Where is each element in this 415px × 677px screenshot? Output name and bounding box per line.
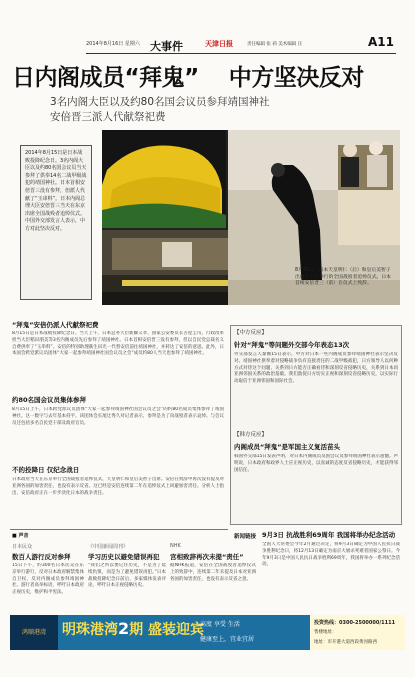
article-5-body: 韩国外交部15日发表声明，对日本内阁成员及国会议员参拜靖国神社表示遗憾。声明说，日本政府和政界人士应正视历史，以真诚的态度反省侵略历史，才能获得邻国信任。 [234, 454, 398, 473]
main-headline [12, 59, 364, 92]
headline-right: 中方坚决反对 [228, 65, 364, 91]
masthead-rule [86, 53, 396, 54]
headline-left: 日内阁成员“拜鬼” [12, 65, 199, 91]
subheadline-2: 安倍晋三派人代献祭祀费 [50, 111, 166, 123]
news-link-tag: 新闻链接 [234, 534, 257, 540]
ad-headline-1: 明珠港湾 [62, 622, 118, 638]
real-estate-ad[interactable] [10, 615, 405, 650]
section-title: 大事件 [150, 40, 183, 53]
korea-reaction-tag: 【韩方反应】 [234, 432, 268, 438]
ad-headline-3: 期 盛装迎宾 [129, 622, 205, 638]
photo-caption: 8月15日，日本天皇明仁（后）和皇后美智子出席在东京举行的全国战殁者追悼仪式。日本首相安倍晋三（前）在仪式上致辞。 [295, 268, 391, 286]
ad-contact-panel [310, 615, 405, 650]
voice-1-head: 数百人游行反对参拜 [12, 553, 71, 561]
section-heading-3: 不的投降日 仅纪念战日 [12, 466, 80, 474]
page-number: A11 [368, 35, 394, 49]
china-reaction-tag: 【中方反应】 [234, 330, 268, 336]
section-heading-6: 9月3日 抗战胜利69周年 我国将举办纪念活动 [262, 531, 396, 539]
article-4-body: 外交部发言人秦刚15日表示，中方对日本一些内阁成员参拜靖国神社表示坚决反对。靖国神社供奉着对侵略战争负有直接责任的二战甲级战犯，日方领导人以何种方式对待这个问题，关系到日方能否正确看待和深刻反省侵略历史，关系到日本同亚洲邻国关系的政治基础。我们敦促日方切实正视和深刻反省侵略历史，以实际行动取信于亚洲邻国和国际社会。 [234, 352, 398, 385]
masthead-editors: 责任编辑 张 莉 美术编辑 汪 [247, 42, 303, 47]
ad-brand: 鸿顺港湾 [10, 615, 58, 650]
voice-2-source: 《中国新闻周刊》 [88, 544, 129, 550]
voice-2-head: 学习历史以避免错误再犯 [88, 553, 160, 561]
section-heading-1: “拜鬼”安倍仍派人代献祭祀费 [12, 321, 99, 329]
voice-3-body: 据NHK报道，安倍在全国战殁者追悼仪式上的致辞中，连续第二年未提及日本对亚洲各国的加害责任，也没有表示反省之意。 [170, 563, 256, 582]
divider [10, 529, 228, 530]
article-6-body: 全国人大常委会今年2月通过决定，将9月3日确定为中国人民抗日战争胜利纪念日，将12月13日确定为南京大屠杀死难者国家公祭日。今年9月3日是中国人民抗日战争胜利69周年，我国将举办一系列纪念活动。 [262, 542, 400, 568]
masthead-date: 2014年8月16日 星期六 [86, 41, 140, 47]
article-1-body: 8月15日是日本战败投降纪念日。当天上午，日本总务大臣新藤义孝、国家公安委员长古屋圭司、行政改革担当大臣稻田朋美等3名内阁成员先后参拜了靖国神社。日本首相安倍晋三没有参拜，但以自民党总裁名义自费供奉了“玉串料”。安倍的特别助理萩生田光一代替安倍前往靖国神社，并转达了安倍的意思。此外，日本国会跨党派议员团体“大家一起参拜靖国神社国会议员之会”成员约80人当天也参拜了靖国神社。 [12, 331, 224, 357]
section-heading-2: 约80名国会议员集体参拜 [12, 396, 87, 404]
subheadline-1: 3名内阁大臣以及约80名国会议员参拜靖国神社 [50, 96, 270, 108]
voices-tag: ■ 声音 [12, 533, 29, 539]
summary-box: 2014年8月15日是日本战败投降纪念日。3名内阁大臣以及约80名国会议员当天参拜了供奉14名二战甲级战犯的靖国神社。日本首相安倍晋三没有参拜，但派人代献了“玉串料”。日本内阁总理大臣安倍晋三当天在东京出席全国战殁者追悼仪式。中国外交部发言人表示，中方对此坚决反对。 [20, 145, 92, 300]
voice-1-body: 15日下午，约300名日本民众在东京举行游行，反对日本政府解禁集体自卫权，反对内阁成员参拜靖国神社。游行者高举标语，呼吁日本政府正视历史，维护和平宪法。 [12, 563, 84, 596]
ad-sales-address: 售楼地址： [314, 630, 337, 635]
ad-headline-2: 2 [118, 619, 130, 638]
chrysanthemum-altar-photo [102, 130, 226, 228]
article-3-body: 日本政府当天在东京举行全国战殁者追悼仪式，天皇明仁和皇后美智子出席。安倍在致辞中再次没有提及对亚洲各国的加害责任，也没有表示反省。这已经是安倍连续第二年在追悼仪式上回避加害责任。分析人士指出，安倍政府正在一步步淡化日本的战争责任。 [12, 477, 224, 496]
ad-hotline: 投资热线：0300-2500000/1111 [314, 620, 396, 626]
voice-1-source: 日本民众 [12, 544, 33, 550]
ad-slogan-2: 健康至上，宜业宜居 [200, 636, 255, 643]
voice-2-body: “我们之所以要记住历史，不是为了延续仇恨，而是为了避免错误再犯。”日本战败投降纪念日前后，多家媒体发表评论，呼吁日本正视侵略历史。 [88, 563, 166, 589]
article-2-body: 8月15日上午，日本跨党派议员团体“大家一起参拜靖国神社国会议员之会”的约80名成员集体参拜了靖国神社。这一数字与去年基本持平。该团体会长尾辻秀久对记者表示，参拜是为了向战殁者表示哀悼。与会议员还包括多名自民党干部及政府官员。 [12, 407, 224, 426]
newspaper-logo: 天津日报 [205, 40, 233, 48]
ad-headline [62, 619, 204, 639]
voice-3-head: 宫相致辞再次未提“责任” [170, 553, 244, 561]
ad-slogan-1: 高度 享受 生活 [200, 621, 240, 628]
section-heading-5: 内阁成员“拜鬼”是军国主义复活苗头 [234, 443, 341, 451]
ad-address: 地址：市开港大道西段黄河路西 [314, 640, 377, 645]
section-heading-4: 针对“拜鬼”等问题外交部今年表态13次 [234, 341, 350, 349]
voice-3-source: NHK [170, 543, 181, 549]
